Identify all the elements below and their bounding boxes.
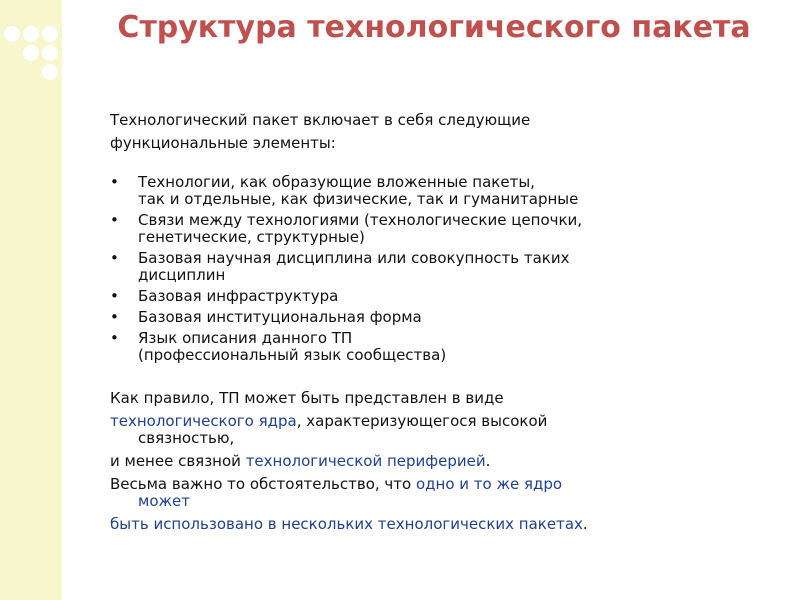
- same-core-term-cont: может: [138, 492, 190, 510]
- conclusion-text: , характеризующегося высокой: [296, 412, 548, 430]
- decorative-dot: [42, 45, 58, 61]
- bullet-glyph: •: [110, 287, 119, 305]
- conclusion-text: Весьма важно то обстоятельство, что: [110, 475, 416, 493]
- intro-line-2: функциональные элементы:: [110, 134, 336, 152]
- list-item: [110, 330, 770, 364]
- decorative-dot: [42, 26, 58, 42]
- periphery-term: технологической периферией: [245, 452, 486, 470]
- bullet-glyph: •: [110, 173, 119, 191]
- conclusion-text: и менее связной: [110, 452, 246, 470]
- conclusion-text: связностью,: [138, 429, 235, 447]
- conclusion-line-3: [110, 453, 770, 470]
- decorative-dot: [23, 45, 39, 61]
- conclusion-line-4: [110, 476, 770, 510]
- slide-title: Структура технологического пакета: [117, 10, 751, 45]
- bullet-glyph: •: [110, 211, 119, 229]
- slide-body: [110, 112, 770, 533]
- decorative-dot: [42, 64, 58, 80]
- list-item-line-2: дисциплин: [138, 266, 226, 284]
- conclusion-line-2: [110, 413, 770, 447]
- list-item-line-1: Базовая научная дисциплина или совокупность таких: [138, 249, 570, 267]
- conclusion-line-5: [110, 516, 770, 533]
- list-item: [110, 288, 770, 305]
- list-item-line-2: (профессиональный язык сообщества): [138, 346, 447, 364]
- list-item-line-1: Базовая институциональная форма: [138, 308, 422, 326]
- decorative-dot: [23, 26, 39, 42]
- decorative-side-band: [0, 0, 62, 600]
- multiple-packages-term: быть использовано в нескольких технологических пакетах: [110, 515, 583, 533]
- conclusion-text: .: [485, 452, 491, 470]
- list-item-line-1: Связи между технологиями (технологические цепочки,: [138, 211, 583, 229]
- conclusion-text: .: [582, 515, 588, 533]
- core-term: технологического ядра: [110, 412, 297, 430]
- list-item-line-2: так и отдельные, как физические, так и гуманитарные: [138, 190, 579, 208]
- bullet-glyph: •: [110, 329, 119, 347]
- list-item: [110, 309, 770, 326]
- element-list: [110, 174, 770, 364]
- list-item-line-1: Базовая инфраструктура: [138, 287, 339, 305]
- bullet-glyph: •: [110, 249, 119, 267]
- intro-line-1: Технологический пакет включает в себя следующие: [110, 111, 531, 129]
- same-core-term: одно и то же ядро: [415, 475, 563, 493]
- list-item-line-1: Язык описания данного ТП: [138, 329, 353, 347]
- decorative-dot: [4, 26, 20, 42]
- conclusion-line-1: Как правило, ТП может быть представлен в виде: [110, 389, 504, 407]
- list-item: [110, 174, 770, 208]
- list-item-line-2: генетические, структурные): [138, 228, 365, 246]
- list-item-line-1: Технологии, как образующие вложенные пакеты,: [138, 173, 535, 191]
- list-item: [110, 250, 770, 284]
- list-item: [110, 212, 770, 246]
- bullet-glyph: •: [110, 308, 119, 326]
